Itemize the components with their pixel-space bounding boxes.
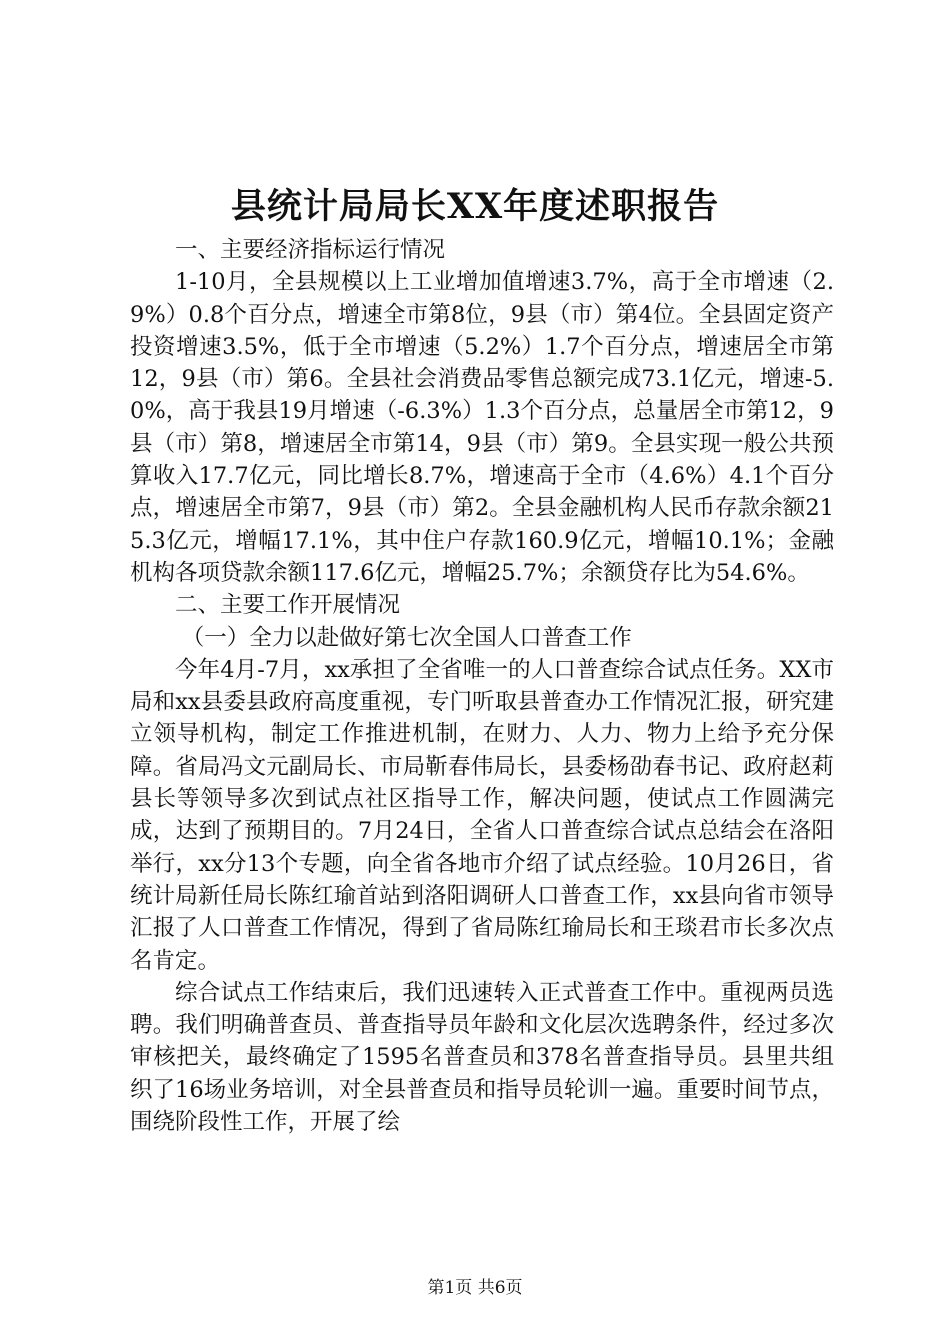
paragraph-economic-indicators: 1-10月，全县规模以上工业增加值增速3.7%，高于全市增速（2.9%）0.8个百分点，增速全市第8位，9县（市）第4位。全县固定资产投资增速3.5%，低于全市增速（5.2%）1.7个百分点，增速居全市第12，9县（市）第6。全县社会消费品零售总额完成73.1亿元，增速-5.0%，高于我县19月增速（-6.3%）1.3个百分点，总量居全市第12，9县（市）第8，增速居全市第14，9县（市）第9。全县实现一般公共预算收入17.7亿元，同比增长8.7%，增速高于全市（4.6%）4.1个百分点，增速居全市第7，9县（市）第2。全县金融机构人民币存款余额215.3亿元，增幅17.1%，其中住户存款160.9亿元，增幅10.1%；金融机构各项贷款余额117.6亿元，增幅25.7%；余额贷存比为54.6%。 xyxy=(130,269,834,586)
page-number-footer: 第1页 共6页 xyxy=(427,1278,523,1298)
section-heading-2: 二、主要工作开展情况 xyxy=(175,592,401,619)
subsection-heading-1: （一）全力以赴做好第七次全国人口普查工作 xyxy=(181,624,632,651)
section-heading-1: 一、主要经济指标运行情况 xyxy=(175,237,446,263)
paragraph-census-pilot: 今年4月-7月，xx承担了全省唯一的人口普查综合试点任务。XX市局和xx县委县政府高度重视，专门听取县普查办工作情况汇报，研究建立领导机构，制定工作推进机制，在财力、人力、物力上给予充分保障。省局冯文元副局长、市局靳春伟局长，县委杨劭春书记、政府赵莉县长等领导多次到试点社区指导工作，解决问题，使试点工作圆满完成，达到了预期目的。7月24日，全省人口普查综合试点总结会在洛阳举行，xx分13个专题，向全省各地市介绍了试点经验。10月26日，省统计局新任局长陈红瑜首站到洛阳调研人口普查工作，xx县向省市领导汇报了人口普查工作情况，得到了省局陈红瑜局长和王琰君市长多次点名肯定。 xyxy=(130,656,834,974)
document-title: 县统计局局长XX年度述职报告 xyxy=(230,186,720,227)
paragraph-census-formal: 综合试点工作结束后，我们迅速转入正式普查工作中。重视两员选聘。我们明确普查员、普查指导员年龄和文化层次选聘条件，经过多次审核把关，最终确定了1595名普查员和378名普查指导员。县里共组织了16场业务培训，对全县普查员和指导员轮训一遍。重要时间节点，围绕阶段性工作，开展了绘 xyxy=(130,979,834,1136)
document-body xyxy=(130,234,834,1138)
